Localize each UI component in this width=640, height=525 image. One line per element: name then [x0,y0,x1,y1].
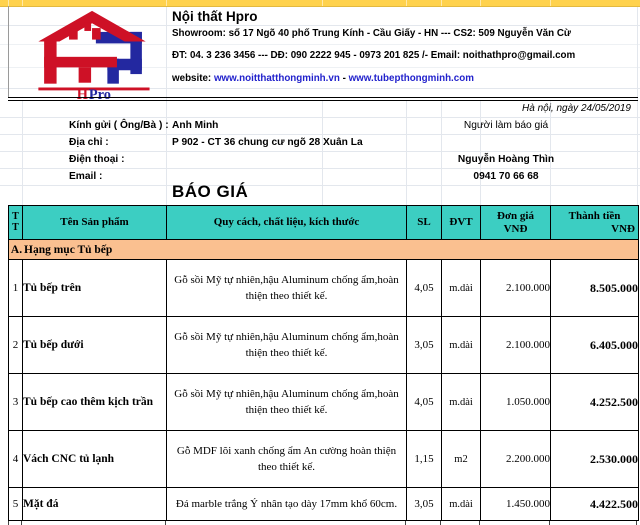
gridline [0,134,640,135]
gridline [0,168,640,169]
quantity: 4,05 [407,374,442,431]
website-link-1[interactable]: www.noitthatthongminh.vn [213,73,340,84]
gridline [441,100,442,205]
quoter-label: Người làm báo giá [463,120,549,131]
product-spec: Đá marble trắng Ý nhân tạo dày 17mm khổ 60cm. [167,488,407,521]
unit: m.dài [442,260,481,317]
unit-price: 1.450.000 [481,488,551,521]
company-name: Nội thất Hpro [172,9,258,24]
product-name: Tủ bếp dưới [23,317,167,374]
company-website-line [172,73,474,84]
product-name: Tủ bếp trên [23,260,167,317]
section-row [9,240,639,260]
gridline [636,521,637,525]
address-label: Địa chỉ : [69,137,109,148]
product-spec: Gỗ sồi Mỹ tự nhiên,hậu Aluminum chống ẩm,hoàn thiện theo thiết kế. [167,374,407,431]
gridline [0,185,640,186]
total-line2: VNĐ [611,222,635,235]
hpro-logo [26,7,160,99]
table-header-row [9,206,639,240]
website-link-2[interactable]: www.tubepthongminh.com [348,73,474,84]
table-row [9,374,639,431]
col-header-unit: ĐVT [442,206,481,240]
address-value: P 902 - CT 36 chung cư ngõ 28 Xuân La [172,137,363,148]
section-id: A. [10,243,23,256]
date-line: Hà nội, ngày 24/05/2019 [522,103,631,114]
unit-price: 1.050.000 [481,374,551,431]
line-total: 8.505.000 [551,260,639,317]
quote-table [8,205,639,521]
gridline [440,521,441,525]
unit-price: 2.200.000 [481,431,551,488]
row-number: 3 [9,374,23,431]
gridline [479,521,480,525]
table-row [9,431,639,488]
gridline [21,521,22,525]
company-showroom-line: Showroom: số 17 Ngõ 40 phố Trung Kính - Cầu Giấy - HN --- CS2: 509 Nguyễn Văn Cừ [172,28,572,39]
section-cell [9,240,639,260]
line-total: 2.530.000 [551,431,639,488]
unit-price-line2: VNĐ [503,222,528,235]
recipient-label: Kính gửi ( Ông/Bà ) : [69,120,169,131]
email-label: Email : [69,171,103,182]
unit: m.dài [442,317,481,374]
table-row [9,317,639,374]
table-row [9,488,639,521]
product-spec: Gỗ MDF lõi xanh chống ẩm An cường hoàn thiện theo thiết kế. [167,431,407,488]
unit: m.dài [442,374,481,431]
gridline [550,100,551,205]
line-total: 6.405.000 [551,317,639,374]
gridline [480,0,481,6]
gridline [0,151,640,152]
gridline [406,0,407,6]
table-row [9,260,639,317]
col-header-product: Tên Sản phẩm [23,206,167,240]
quantity: 3,05 [407,317,442,374]
unit: m.dài [442,488,481,521]
gridline [405,521,406,525]
gridline [550,0,551,6]
logo-roof-icon [38,11,145,84]
col-header-total [551,206,639,240]
double-rule [8,97,638,101]
quantity: 3,05 [407,488,442,521]
unit: m2 [442,431,481,488]
col-header-spec: Quy cách, chất liệu, kích thước [167,206,407,240]
gridline [549,521,550,525]
website-separator: - [342,73,346,84]
quoter-phone: 0941 70 66 68 [473,171,539,182]
product-name: Vách CNC tủ lạnh [23,431,167,488]
gridline [22,0,23,6]
tt-line1: T [12,211,19,222]
gridline [166,0,167,6]
row-number: 1 [9,260,23,317]
gridline [322,0,323,6]
gridline [8,521,9,525]
gridline [406,100,407,205]
row-number: 5 [9,488,23,521]
gridline [22,100,23,205]
recipient-value: Anh Minh [172,120,219,131]
gridline [480,100,481,205]
unit-price: 2.100.000 [481,260,551,317]
website-label: website: [172,73,212,84]
unit-price-line1: Đơn giá [497,209,534,222]
row-number: 4 [9,431,23,488]
gridline [322,100,323,205]
product-spec: Gỗ sồi Mỹ tự nhiên,hậu Aluminum chống ẩm,hoàn thiện theo thiết kế. [167,317,407,374]
product-name: Tủ bếp cao thêm kịch trần [23,374,167,431]
gridline [165,521,166,525]
unit-price: 2.100.000 [481,317,551,374]
product-spec: Gỗ sồi Mỹ tự nhiên,hậu Aluminum chống ẩm,hoàn thiện theo thiết kế. [167,260,407,317]
gridline [0,117,640,118]
product-name: Mặt đá [23,488,167,521]
phone-label: Điện thoại : [69,154,125,165]
col-header-qty: SL [407,206,442,240]
logo-wordmark: HPro [76,86,111,99]
col-header-unit-price [481,206,551,240]
quantity: 4,05 [407,260,442,317]
total-line1: Thành tiền [568,209,621,222]
line-total: 4.422.500 [551,488,639,521]
col-header-tt [9,206,23,240]
gridline [441,0,442,6]
header-left-border [8,6,9,98]
top-yellow-row [0,0,640,7]
quantity: 1,15 [407,431,442,488]
row-number: 2 [9,317,23,374]
section-label: Hạng mục Tủ bếp [24,243,113,256]
quoter-name: Nguyễn Hoàng Thìn [457,154,555,165]
company-phone-line: ĐT: 04. 3 236 3456 --- DĐ: 090 2222 945 - 0973 201 825 /- Email: noithathpro@gmail.com [172,50,576,61]
gridline [637,6,638,205]
page-title: BÁO GIÁ [172,182,249,201]
gridline [166,6,167,205]
tt-line2: T [12,221,19,233]
line-total: 4.252.500 [551,374,639,431]
